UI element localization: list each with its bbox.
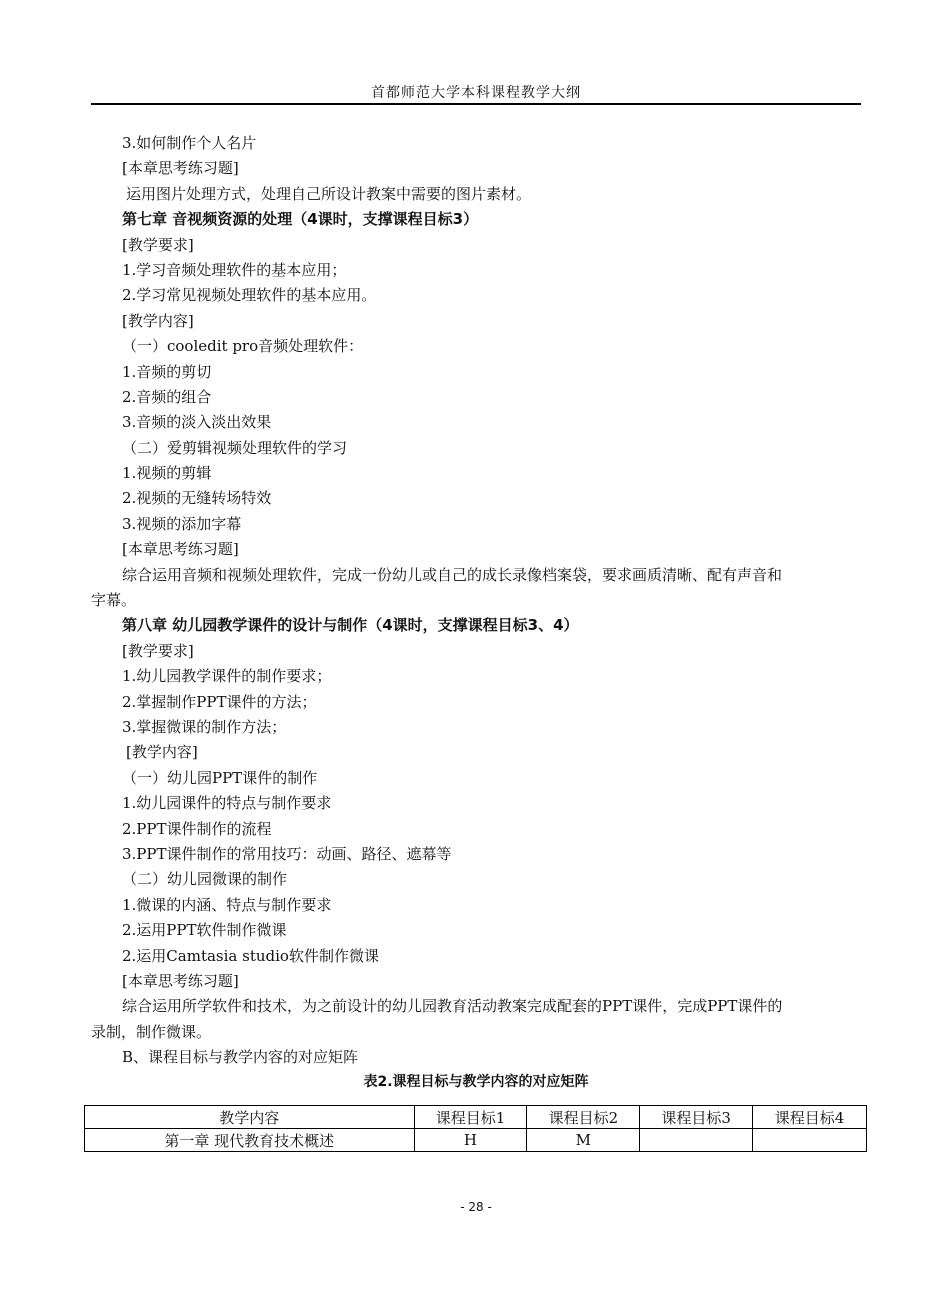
paragraph-line: 录制，制作微课。 — [91, 1022, 212, 1041]
text-line: 3.如何制作个人名片 — [122, 134, 257, 152]
text-line: 2.运用PPT软件制作微课 — [122, 921, 287, 940]
header-rule — [91, 103, 861, 105]
text-line: 1.微课的内涵、特点与制作要求 — [122, 895, 332, 914]
text-line: （一）幼儿园PPT课件的制作 — [122, 768, 318, 787]
text-line: [教学内容] — [126, 743, 198, 762]
paragraph-line: 字幕。 — [91, 591, 137, 610]
table-cell — [753, 1129, 867, 1152]
text-line: 3.音频的淡入淡出效果 — [122, 413, 272, 432]
table-header-row — [85, 1106, 867, 1129]
text-line: 2.掌握制作PPT课件的方法； — [122, 692, 317, 711]
text-line: B、课程目标与教学内容的对应矩阵 — [122, 1048, 359, 1067]
text-line: 1.视频的剪辑 — [122, 464, 212, 483]
table-header-cell: 教学内容 — [85, 1106, 415, 1129]
text-line: [教学要求] — [122, 641, 194, 660]
text-line: 2.学习常见视频处理软件的基本应用。 — [122, 286, 377, 305]
table-cell — [640, 1129, 753, 1152]
text-line: 2.视频的无缝转场特效 — [122, 489, 272, 508]
text-line: 2.运用Camtasia studio软件制作微课 — [122, 946, 379, 965]
text-line: 3.掌握微课的制作方法； — [122, 717, 287, 736]
table-header-cell: 课程目标3 — [640, 1106, 753, 1129]
page-number: - 28 - — [460, 1200, 492, 1214]
text-line: [本章思考练习题] — [122, 971, 239, 990]
text-line: （二）幼儿园微课的制作 — [122, 870, 288, 889]
text-line: [本章思考练习题] — [122, 159, 239, 178]
text-line: 1.学习音频处理软件的基本应用； — [122, 260, 347, 279]
text-line: [教学要求] — [122, 235, 194, 254]
table-cell: H — [414, 1129, 527, 1152]
text-line: [本章思考练习题] — [122, 540, 239, 559]
text-line: 1.幼儿园教学课件的制作要求； — [122, 667, 332, 686]
table-header-cell: 课程目标4 — [753, 1106, 867, 1129]
document-body — [91, 131, 861, 1096]
text-line: 1.幼儿园课件的特点与制作要求 — [122, 794, 332, 813]
text-line: 运用图片处理方式，处理自己所设计教案中需要的图片素材。 — [126, 184, 532, 203]
text-line: 3.PPT课件制作的常用技巧：动画、路径、遮幕等 — [122, 844, 452, 863]
chapter-heading: 第八章 幼儿园教学课件的设计与制作（4课时，支撑课程目标3、4） — [122, 616, 579, 635]
table-header-cell: 课程目标2 — [527, 1106, 640, 1129]
table-row — [85, 1129, 867, 1152]
text-line: [教学内容] — [122, 311, 194, 330]
text-line: 2.音频的组合 — [122, 387, 212, 406]
text-line: 2.PPT课件制作的流程 — [122, 819, 272, 838]
table-caption: 表2.课程目标与教学内容的对应矩阵 — [363, 1074, 589, 1091]
paragraph-line: 综合运用所学软件和技术，为之前设计的幼儿园教育活动教案完成配套的PPT课件，完成PPT课件的 — [122, 997, 783, 1016]
text-line: 1.音频的剪切 — [122, 362, 212, 381]
table-cell: M — [527, 1129, 640, 1152]
paragraph-line: 综合运用音频和视频处理软件，完成一份幼儿或自己的成长录像档案袋，要求画质清晰、配有声音和 — [122, 565, 783, 584]
table-cell: 第一章 现代教育技术概述 — [85, 1129, 415, 1152]
text-line: 3.视频的添加字幕 — [122, 514, 242, 533]
text-line: （二）爱剪辑视频处理软件的学习 — [122, 438, 348, 457]
text-line: （一）cooledit pro音频处理软件： — [122, 337, 364, 356]
page-header: 首都师范大学本科课程教学大纲 — [371, 85, 581, 101]
objective-matrix-table — [84, 1105, 867, 1152]
chapter-heading: 第七章 音视频资源的处理（4课时，支撑课程目标3） — [122, 210, 479, 229]
table-header-cell: 课程目标1 — [414, 1106, 527, 1129]
